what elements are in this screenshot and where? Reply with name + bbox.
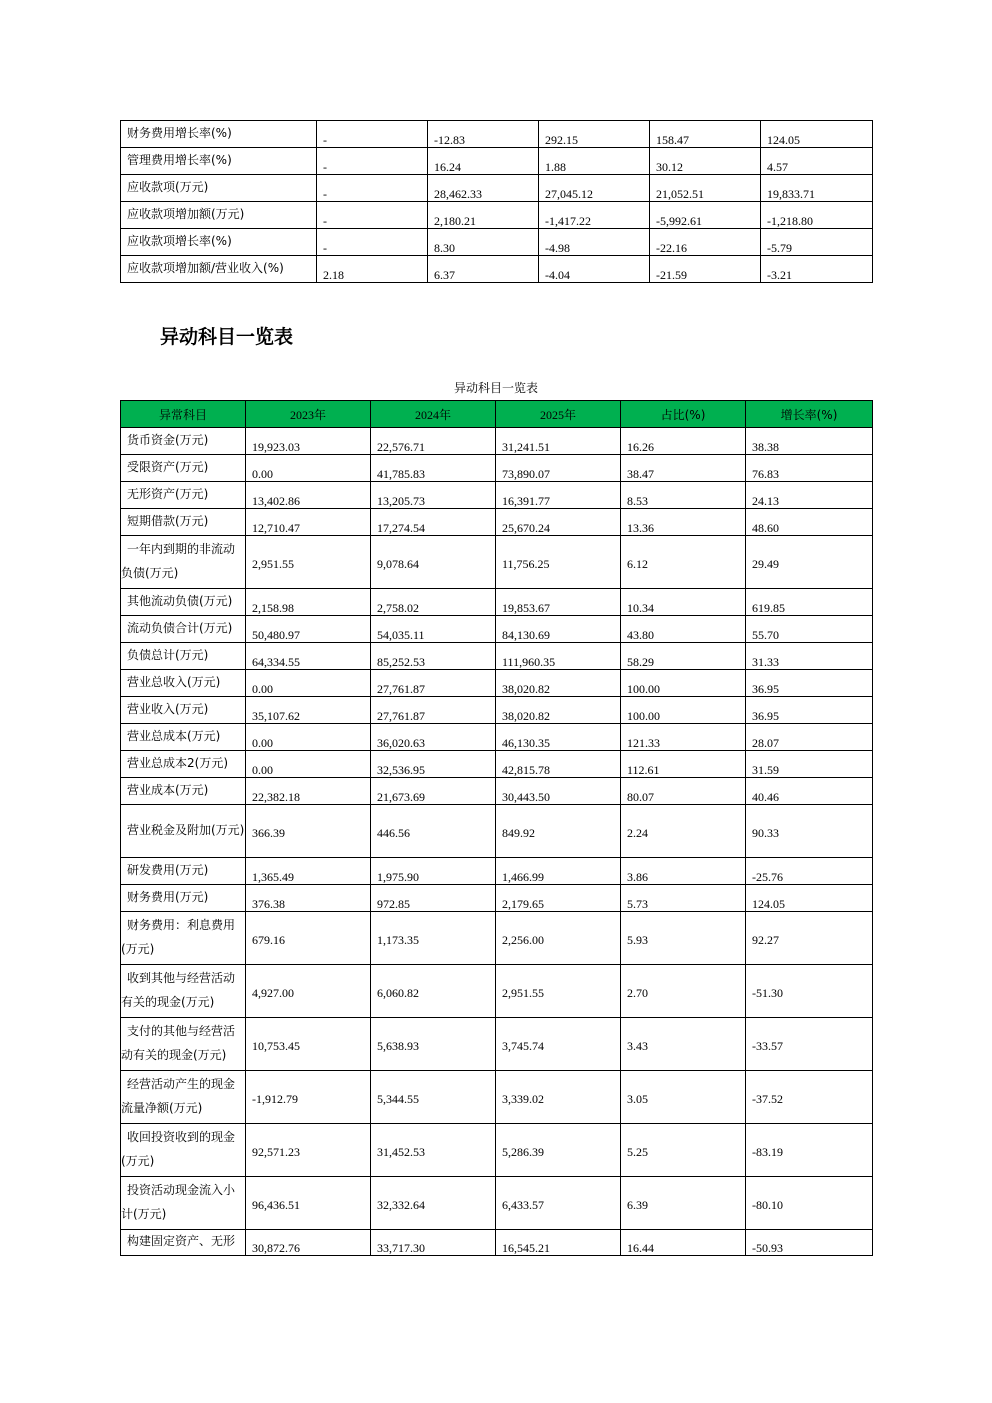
table-row: [121, 482, 873, 509]
row-label: 货币资金(万元): [121, 428, 246, 455]
cell-value: -80.10: [746, 1177, 873, 1230]
table-row: [121, 778, 873, 805]
cell-value: 4.57: [761, 148, 873, 175]
cell-value: 100.00: [621, 670, 746, 697]
cell-value: 54,035.11: [371, 616, 496, 643]
cell-value: 2,758.02: [371, 589, 496, 616]
table-row: [121, 670, 873, 697]
row-label: 支付的其他与经营活动有关的现金(万元): [121, 1018, 246, 1071]
cell-value: 29.49: [746, 536, 873, 589]
cell-value: 8.53: [621, 482, 746, 509]
cell-value: 85,252.53: [371, 643, 496, 670]
cell-value: 55.70: [746, 616, 873, 643]
cell-value: -1,218.80: [761, 202, 873, 229]
cell-value: 30,443.50: [496, 778, 621, 805]
cell-value: 27,761.87: [371, 697, 496, 724]
cell-value: 292.15: [539, 121, 650, 148]
cell-value: 2,951.55: [246, 536, 371, 589]
row-label: 一年内到期的非流动负债(万元): [121, 536, 246, 589]
cell-value: 5.73: [621, 885, 746, 912]
cell-value: 28.07: [746, 724, 873, 751]
row-label: 短期借款(万元): [121, 509, 246, 536]
table-row: [121, 455, 873, 482]
cell-value: 35,107.62: [246, 697, 371, 724]
cell-value: 38,020.82: [496, 670, 621, 697]
cell-value: 16,391.77: [496, 482, 621, 509]
cell-value: 48.60: [746, 509, 873, 536]
row-label: 应收款项增加额(万元): [121, 202, 317, 229]
cell-value: -1,417.22: [539, 202, 650, 229]
cell-value: 31,241.51: [496, 428, 621, 455]
cell-value: 90.33: [746, 805, 873, 858]
header-share: 占比(%): [621, 401, 746, 428]
cell-value: 0.00: [246, 724, 371, 751]
row-label: 收回投资收到的现金(万元): [121, 1124, 246, 1177]
table-row: [121, 724, 873, 751]
cell-value: 40.46: [746, 778, 873, 805]
cell-value: 9,078.64: [371, 536, 496, 589]
row-label: 收到其他与经营活动有关的现金(万元): [121, 965, 246, 1018]
cell-value: 58.29: [621, 643, 746, 670]
cell-value: 2,180.21: [428, 202, 539, 229]
cell-value: 1,975.90: [371, 858, 496, 885]
cell-value: 30.12: [650, 148, 761, 175]
cell-value: 12,710.47: [246, 509, 371, 536]
cell-value: 3.86: [621, 858, 746, 885]
cell-value: 16.24: [428, 148, 539, 175]
row-label: 应收款项增加额/营业收入(%): [121, 256, 317, 283]
cell-value: -51.30: [746, 965, 873, 1018]
cell-value: 13,205.73: [371, 482, 496, 509]
cell-value: 50,480.97: [246, 616, 371, 643]
table-row: [121, 885, 873, 912]
cell-value: 10.34: [621, 589, 746, 616]
cell-value: 41,785.83: [371, 455, 496, 482]
row-label: 其他流动负债(万元): [121, 589, 246, 616]
cell-value: 112.61: [621, 751, 746, 778]
row-label: 财务费用：利息费用(万元): [121, 912, 246, 965]
cell-value: 96,436.51: [246, 1177, 371, 1230]
cell-value: -22.16: [650, 229, 761, 256]
table-row: [121, 1177, 873, 1230]
cell-value: 679.16: [246, 912, 371, 965]
cell-value: 25,670.24: [496, 509, 621, 536]
cell-value: 19,833.71: [761, 175, 873, 202]
cell-value: 42,815.78: [496, 751, 621, 778]
cell-value: 11,756.25: [496, 536, 621, 589]
cell-value: -: [317, 148, 428, 175]
header-year-2024: 2024年: [371, 401, 496, 428]
cell-value: 46,130.35: [496, 724, 621, 751]
cell-value: -: [317, 229, 428, 256]
cell-value: 158.47: [650, 121, 761, 148]
cell-value: 5,286.39: [496, 1124, 621, 1177]
table-row: [121, 1230, 873, 1256]
cell-value: 6,060.82: [371, 965, 496, 1018]
cell-value: 1,466.99: [496, 858, 621, 885]
table-row: [121, 858, 873, 885]
cell-value: 2,179.65: [496, 885, 621, 912]
cell-value: -5,992.61: [650, 202, 761, 229]
header-year-2023: 2023年: [246, 401, 371, 428]
cell-value: 36.95: [746, 670, 873, 697]
cell-value: 0.00: [246, 751, 371, 778]
cell-value: -5.79: [761, 229, 873, 256]
row-label: 应收款项增长率(%): [121, 229, 317, 256]
cell-value: 2,951.55: [496, 965, 621, 1018]
cell-value: 2,158.98: [246, 589, 371, 616]
cell-value: 100.00: [621, 697, 746, 724]
table-row: [121, 428, 873, 455]
cell-value: -83.19: [746, 1124, 873, 1177]
table-row: [121, 148, 873, 175]
row-label: 营业总成本2(万元): [121, 751, 246, 778]
header-item: 异常科目: [121, 401, 246, 428]
cell-value: 6.37: [428, 256, 539, 283]
cell-value: -1,912.79: [246, 1071, 371, 1124]
row-label: 财务费用增长率(%): [121, 121, 317, 148]
cell-value: -4.04: [539, 256, 650, 283]
table-row: [121, 121, 873, 148]
cell-value: 4,927.00: [246, 965, 371, 1018]
row-label: 投资活动现金流入小计(万元): [121, 1177, 246, 1230]
row-label: 应收款项(万元): [121, 175, 317, 202]
cell-value: 124.05: [761, 121, 873, 148]
cell-value: 6.12: [621, 536, 746, 589]
cell-value: 16.44: [621, 1230, 746, 1256]
cell-value: -12.83: [428, 121, 539, 148]
cell-value: 2.18: [317, 256, 428, 283]
row-label: 营业税金及附加(万元): [121, 805, 246, 858]
cell-value: 19,853.67: [496, 589, 621, 616]
table-row: [121, 1071, 873, 1124]
cell-value: 64,334.55: [246, 643, 371, 670]
cell-value: 21,052.51: [650, 175, 761, 202]
cell-value: 22,576.71: [371, 428, 496, 455]
cell-value: 84,130.69: [496, 616, 621, 643]
cell-value: 38.38: [746, 428, 873, 455]
cell-value: 32,332.64: [371, 1177, 496, 1230]
cell-value: 5,344.55: [371, 1071, 496, 1124]
cell-value: 1,365.49: [246, 858, 371, 885]
cell-value: 366.39: [246, 805, 371, 858]
table-row: [121, 751, 873, 778]
cell-value: 31.59: [746, 751, 873, 778]
cell-value: 0.00: [246, 455, 371, 482]
table-row: [121, 509, 873, 536]
cell-value: -: [317, 202, 428, 229]
table-row: [121, 643, 873, 670]
table-row: [121, 256, 873, 283]
cell-value: -: [317, 121, 428, 148]
cell-value: 22,382.18: [246, 778, 371, 805]
cell-value: 32,536.95: [371, 751, 496, 778]
cell-value: 92.27: [746, 912, 873, 965]
cell-value: 43.80: [621, 616, 746, 643]
cell-value: 27,045.12: [539, 175, 650, 202]
table-row: [121, 912, 873, 965]
cell-value: 121.33: [621, 724, 746, 751]
table-row: [121, 202, 873, 229]
cell-value: 2.24: [621, 805, 746, 858]
cell-value: 36.95: [746, 697, 873, 724]
cell-value: 0.00: [246, 670, 371, 697]
cell-value: 92,571.23: [246, 1124, 371, 1177]
cell-value: -25.76: [746, 858, 873, 885]
cell-value: 3.43: [621, 1018, 746, 1071]
cell-value: 5.25: [621, 1124, 746, 1177]
cell-value: 13.36: [621, 509, 746, 536]
table-row: [121, 229, 873, 256]
cell-value: 111,960.35: [496, 643, 621, 670]
cell-value: 376.38: [246, 885, 371, 912]
cell-value: 13,402.86: [246, 482, 371, 509]
cell-value: 124.05: [746, 885, 873, 912]
cell-value: 30,872.76: [246, 1230, 371, 1256]
row-label: 受限资产(万元): [121, 455, 246, 482]
table-row: [121, 805, 873, 858]
cell-value: 80.07: [621, 778, 746, 805]
cell-value: 619.85: [746, 589, 873, 616]
table-header-row: [121, 401, 873, 428]
cell-value: 17,274.54: [371, 509, 496, 536]
cell-value: 5,638.93: [371, 1018, 496, 1071]
cell-value: 36,020.63: [371, 724, 496, 751]
row-label: 构建固定资产、无形: [121, 1230, 246, 1256]
cell-value: 24.13: [746, 482, 873, 509]
cell-value: 76.83: [746, 455, 873, 482]
cell-value: 27,761.87: [371, 670, 496, 697]
cell-value: 1,173.35: [371, 912, 496, 965]
cell-value: 19,923.03: [246, 428, 371, 455]
cell-value: -21.59: [650, 256, 761, 283]
row-label: 营业总收入(万元): [121, 670, 246, 697]
cell-value: 1.88: [539, 148, 650, 175]
cell-value: 33,717.30: [371, 1230, 496, 1256]
row-label: 流动负债合计(万元): [121, 616, 246, 643]
cell-value: -50.93: [746, 1230, 873, 1256]
cell-value: 73,890.07: [496, 455, 621, 482]
row-label: 无形资产(万元): [121, 482, 246, 509]
table-row: [121, 1018, 873, 1071]
row-label: 经营活动产生的现金流量净额(万元): [121, 1071, 246, 1124]
cell-value: 446.56: [371, 805, 496, 858]
cell-value: 28,462.33: [428, 175, 539, 202]
row-label: 营业成本(万元): [121, 778, 246, 805]
table-row: [121, 536, 873, 589]
table-caption: 异动科目一览表: [453, 381, 538, 395]
table-row: [121, 175, 873, 202]
cell-value: -33.57: [746, 1018, 873, 1071]
row-label: 营业总成本(万元): [121, 724, 246, 751]
cell-value: -37.52: [746, 1071, 873, 1124]
cell-value: 38,020.82: [496, 697, 621, 724]
cell-value: 10,753.45: [246, 1018, 371, 1071]
row-label: 负债总计(万元): [121, 643, 246, 670]
cell-value: 5.93: [621, 912, 746, 965]
table-row: [121, 589, 873, 616]
cell-value: 6,433.57: [496, 1177, 621, 1230]
table-row: [121, 965, 873, 1018]
cell-value: -: [317, 175, 428, 202]
cell-value: 2.70: [621, 965, 746, 1018]
cell-value: 31.33: [746, 643, 873, 670]
cell-value: 849.92: [496, 805, 621, 858]
cell-value: 31,452.53: [371, 1124, 496, 1177]
row-label: 营业收入(万元): [121, 697, 246, 724]
cell-value: 3,745.74: [496, 1018, 621, 1071]
row-label: 财务费用(万元): [121, 885, 246, 912]
table-row: [121, 1124, 873, 1177]
row-label: 研发费用(万元): [121, 858, 246, 885]
table-row: [121, 697, 873, 724]
row-label: 管理费用增长率(%): [121, 148, 317, 175]
cell-value: 8.30: [428, 229, 539, 256]
header-growth: 增长率(%): [746, 401, 873, 428]
cell-value: 16.26: [621, 428, 746, 455]
section-heading: 异动科目一览表: [160, 326, 294, 348]
cell-value: 2,256.00: [496, 912, 621, 965]
cell-value: 3.05: [621, 1071, 746, 1124]
abnormal-items-table: [120, 400, 873, 1256]
cell-value: -3.21: [761, 256, 873, 283]
cell-value: 972.85: [371, 885, 496, 912]
cell-value: 16,545.21: [496, 1230, 621, 1256]
cell-value: 21,673.69: [371, 778, 496, 805]
cell-value: -4.98: [539, 229, 650, 256]
table-row: [121, 616, 873, 643]
cell-value: 6.39: [621, 1177, 746, 1230]
header-year-2025: 2025年: [496, 401, 621, 428]
financial-ratio-table: [120, 120, 873, 283]
cell-value: 38.47: [621, 455, 746, 482]
cell-value: 3,339.02: [496, 1071, 621, 1124]
